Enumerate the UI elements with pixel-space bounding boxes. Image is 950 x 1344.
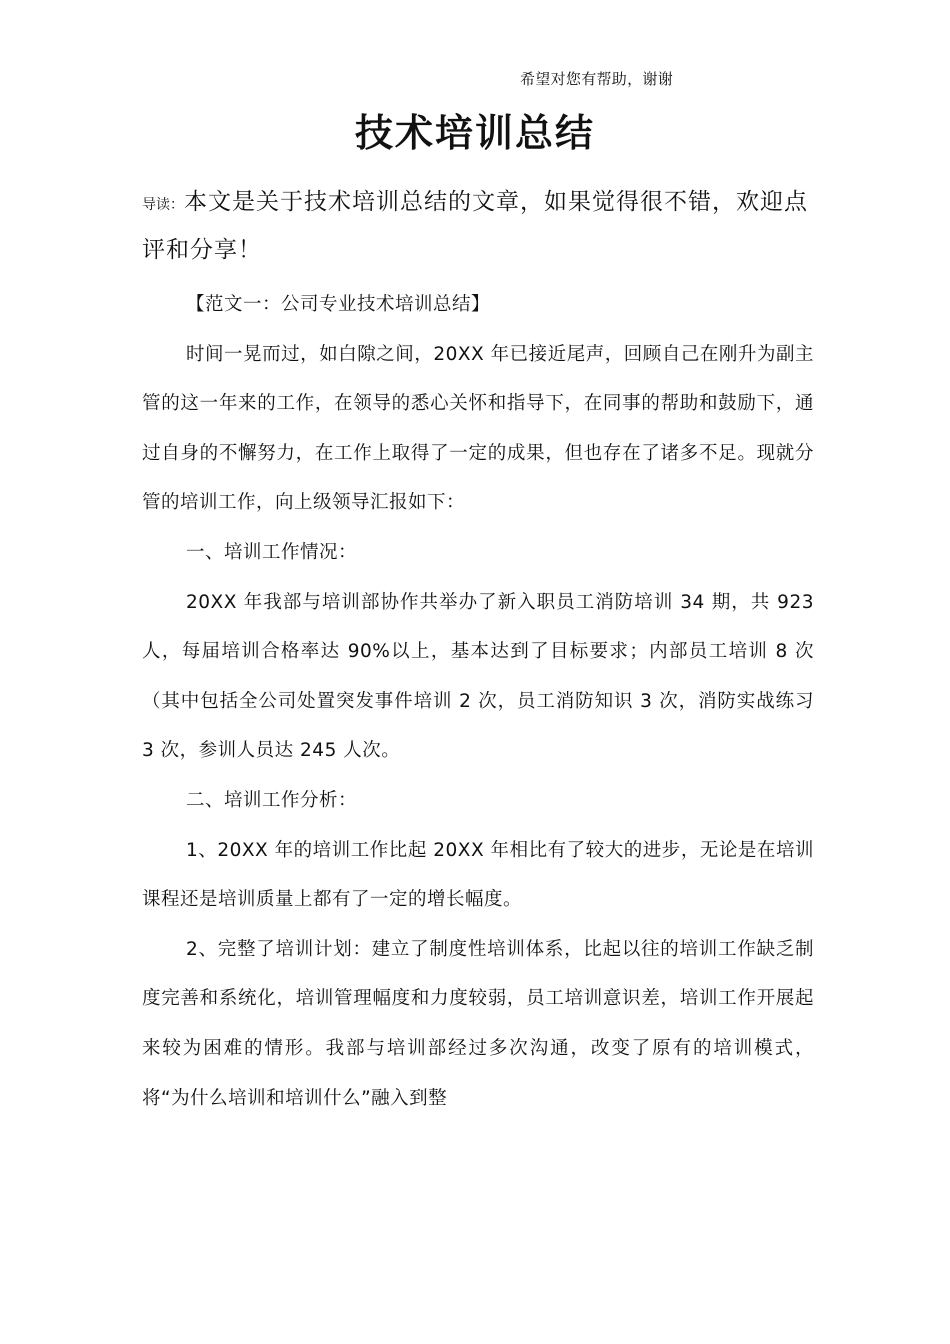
intro-text: 本文是关于技术培训总结的文章，如果觉得很不错，欢迎点评和分享！: [142, 189, 808, 263]
paragraph-2: 20XX 年我部与培训部协作共举办了新入职员工消防培训 34 期，共 923 人，每届培训合格率达 90%以上，基本达到了目标要求；内部员工培训 8 次（其中包括全公司处置突发事件培训 2 次，员工消防知识 3 次，消防实战练习 3 次，参训人员达 245 人次。: [142, 591, 814, 762]
paragraph-1: 时间一晃而过，如白隙之间，20XX 年已接近尾声，回顾自己在刚升为副主管的这一年来的工作，在领导的悉心关怀和指导下，在同事的帮助和鼓励下，通过自身的不懈努力，在工作上取得了一定的成果，但也存在了诸多不足。现就分管的培训工作，向上级领导汇报如下：: [142, 343, 814, 514]
paragraph-3: 1、20XX 年的培训工作比起 20XX 年相比有了较大的进步，无论是在培训课程还是培训质量上都有了一定的增长幅度。: [142, 839, 814, 911]
example-heading: 【范文一：公司专业技术培训总结】: [186, 294, 491, 315]
section-heading-1: 一、培训工作情况：: [186, 541, 358, 563]
paragraph-4: 2、完整了培训计划：建立了制度性培训体系，比起以往的培训工作缺乏制度完善和系统化，培训管理幅度和力度较弱，员工培训意识差，培训工作开展起来较为困难的情形。我部与培训部经过多次沟通，改变了原有的培训模式，将“为什么培训和培训什么”融入到整: [142, 938, 814, 1109]
intro-label: 导读：: [142, 197, 184, 213]
intro-paragraph: [142, 180, 822, 273]
header-note: 希望对您有帮助，谢谢: [520, 70, 674, 88]
section-heading-2: 二、培训工作分析：: [186, 789, 358, 811]
document-title: 技术培训总结: [354, 111, 595, 155]
document-body: [142, 280, 814, 1123]
